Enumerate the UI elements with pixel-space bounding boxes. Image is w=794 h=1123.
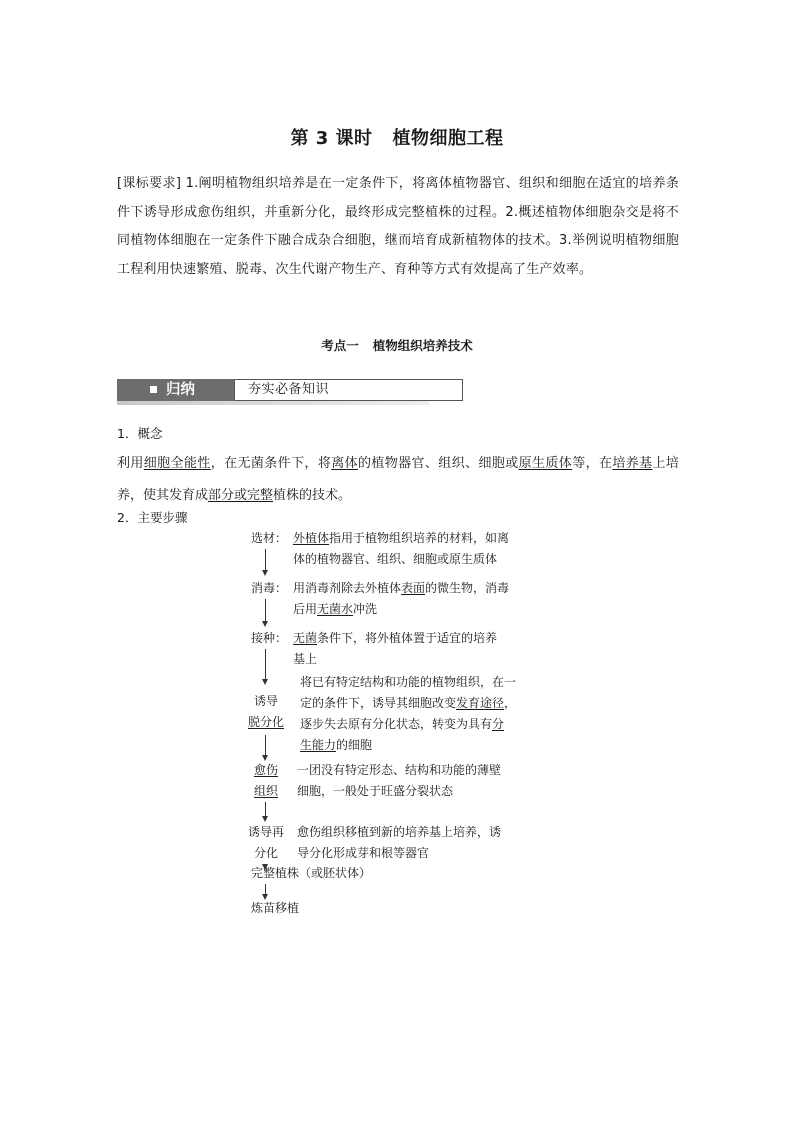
step-desc-line: 导分化形成芽和根等器官 [297,846,430,860]
def-text: 等，在 [572,456,613,471]
step-label: 诱导再 [247,825,284,839]
def-keyword: 原生质体 [518,456,573,471]
flow-arrow-line [265,735,266,755]
flow-arrow-line [265,884,266,894]
lesson-number: 第 3 课时 [290,128,373,149]
flow-arrow-line [265,802,266,816]
step-label-keyword: 组织 [253,784,278,798]
step-text: 后用 [293,602,318,616]
step-label [245,712,287,733]
lesson-topic: 植物细胞工程 [392,128,504,149]
requirements-line: 养条件下诱导形成愈伤组织，并重新分化，最终形成完整植株的过程。2.概述植物体细胞杂 [117,176,680,220]
flow-arrow-line [265,599,266,621]
summary-banner [117,379,430,405]
def-keyword: 细胞全能性 [143,456,211,471]
concept-heading: 1．概念 [117,426,163,441]
step-label: 完整植株（或胚状体） [251,866,372,880]
step-desc-line: 体的植物器官、组织、细胞或原生质体 [293,552,498,566]
step-keyword: 无菌水 [317,602,354,616]
step-desc-line: 将已有特定结构和功能的植物组织，在一 [300,675,517,689]
step-label: 消毒： [251,581,288,595]
steps-heading: 2．主要步骤 [117,510,188,525]
step-text: 冲洗 [353,602,378,616]
step-label: 选材： [251,531,288,545]
procedure-flowchart [245,528,555,928]
requirements-line: 说明植物细胞工程利用快速繁殖、脱毒、次生代谢产物生产、育种等方式有效提高了生产效 [117,233,680,277]
banner-light-block [234,379,463,401]
step-text: 指用于植物组织培养的材料，如离 [329,531,510,545]
def-text: ，在无菌条件下，将 [210,456,332,471]
step-desc-line [293,628,497,649]
step-keyword: 发育途径 [456,696,505,710]
down-arrow-icon [262,570,268,576]
step-keyword: 分 [492,717,505,731]
step-text: 定的条件下，诱导其细胞改变 [300,696,457,710]
step-desc-line [300,714,504,735]
step-text: 条件下，将外植体置于适宜的培养 [317,631,498,645]
def-text: 的植物器官、组织、细胞或 [357,456,519,471]
def-keyword: 离体 [331,456,358,471]
requirements-line: 1.阐明植物组织培养是在一定条件下，将离体植物器官、组织和细胞在适宜的培 [181,176,653,191]
def-text: 利用 [117,456,144,471]
section-topic: 植物组织培养技术 [372,338,473,353]
step-desc-line [300,735,372,756]
step-label-keyword: 愈伤 [253,763,278,777]
curriculum-requirements [117,170,679,284]
down-arrow-icon [262,679,268,685]
def-text: 植株的技术。 [273,488,352,503]
step-desc-line [300,693,516,714]
step-keyword: 外植体 [293,531,330,545]
def-keyword: 部分或完整 [208,488,274,503]
step-desc-line: 愈伤组织移植到新的培养基上培养，诱 [297,825,502,839]
step-keyword: 生能力 [300,738,337,752]
banner-light-label: 夯实必备知识 [248,382,330,397]
section-title [0,336,794,354]
def-text: 上培养，使其发育成 [117,456,679,503]
step-text: 用消毒剂除去外植体 [293,581,402,595]
step-desc-line [293,578,509,599]
step-label [245,781,287,802]
down-arrow-icon [262,621,268,627]
step-keyword: 无菌 [293,631,318,645]
step-label: 诱导 [253,694,278,708]
concept-definition [117,448,679,512]
step-text: 的微生物，消毒 [425,581,510,595]
flow-arrow-line [265,549,266,570]
step-text: ， [504,696,517,710]
def-keyword: 培养基 [612,456,653,471]
banner-dark-label: 归纳 [166,382,195,398]
step-label [245,760,287,781]
requirements-label: [课标要求] [117,176,182,191]
step-label: 炼苗移植 [251,901,300,915]
flow-arrow-line [265,649,266,679]
step-text: 逐步失去原有分化状态，转变为具有 [300,717,493,731]
page-title [0,124,794,150]
step-keyword: 表面 [401,581,426,595]
step-desc-line [293,528,509,549]
section-number: 考点一 [321,338,359,353]
step-desc-line: 细胞，一般处于旺盛分裂状态 [297,784,454,798]
step-label: 接种： [251,631,288,645]
step-label-keyword: 脱分化 [247,715,284,729]
step-label: 分化 [253,846,278,860]
banner-underline [117,401,430,405]
requirements-line: 率。 [565,261,593,277]
step-desc-line [293,599,377,620]
square-bullet-icon [150,386,157,393]
requirements-line: 交是将不同植物体细胞在一定条件下融合成杂合细胞，继而培育成新植物体的技术。3.举例 [117,204,679,248]
step-text: 的细胞 [336,738,373,752]
step-desc-line: 一团没有特定形态、结构和功能的薄壁 [297,763,502,777]
banner-dark-block [117,379,234,401]
step-desc-line: 基上 [293,652,318,666]
